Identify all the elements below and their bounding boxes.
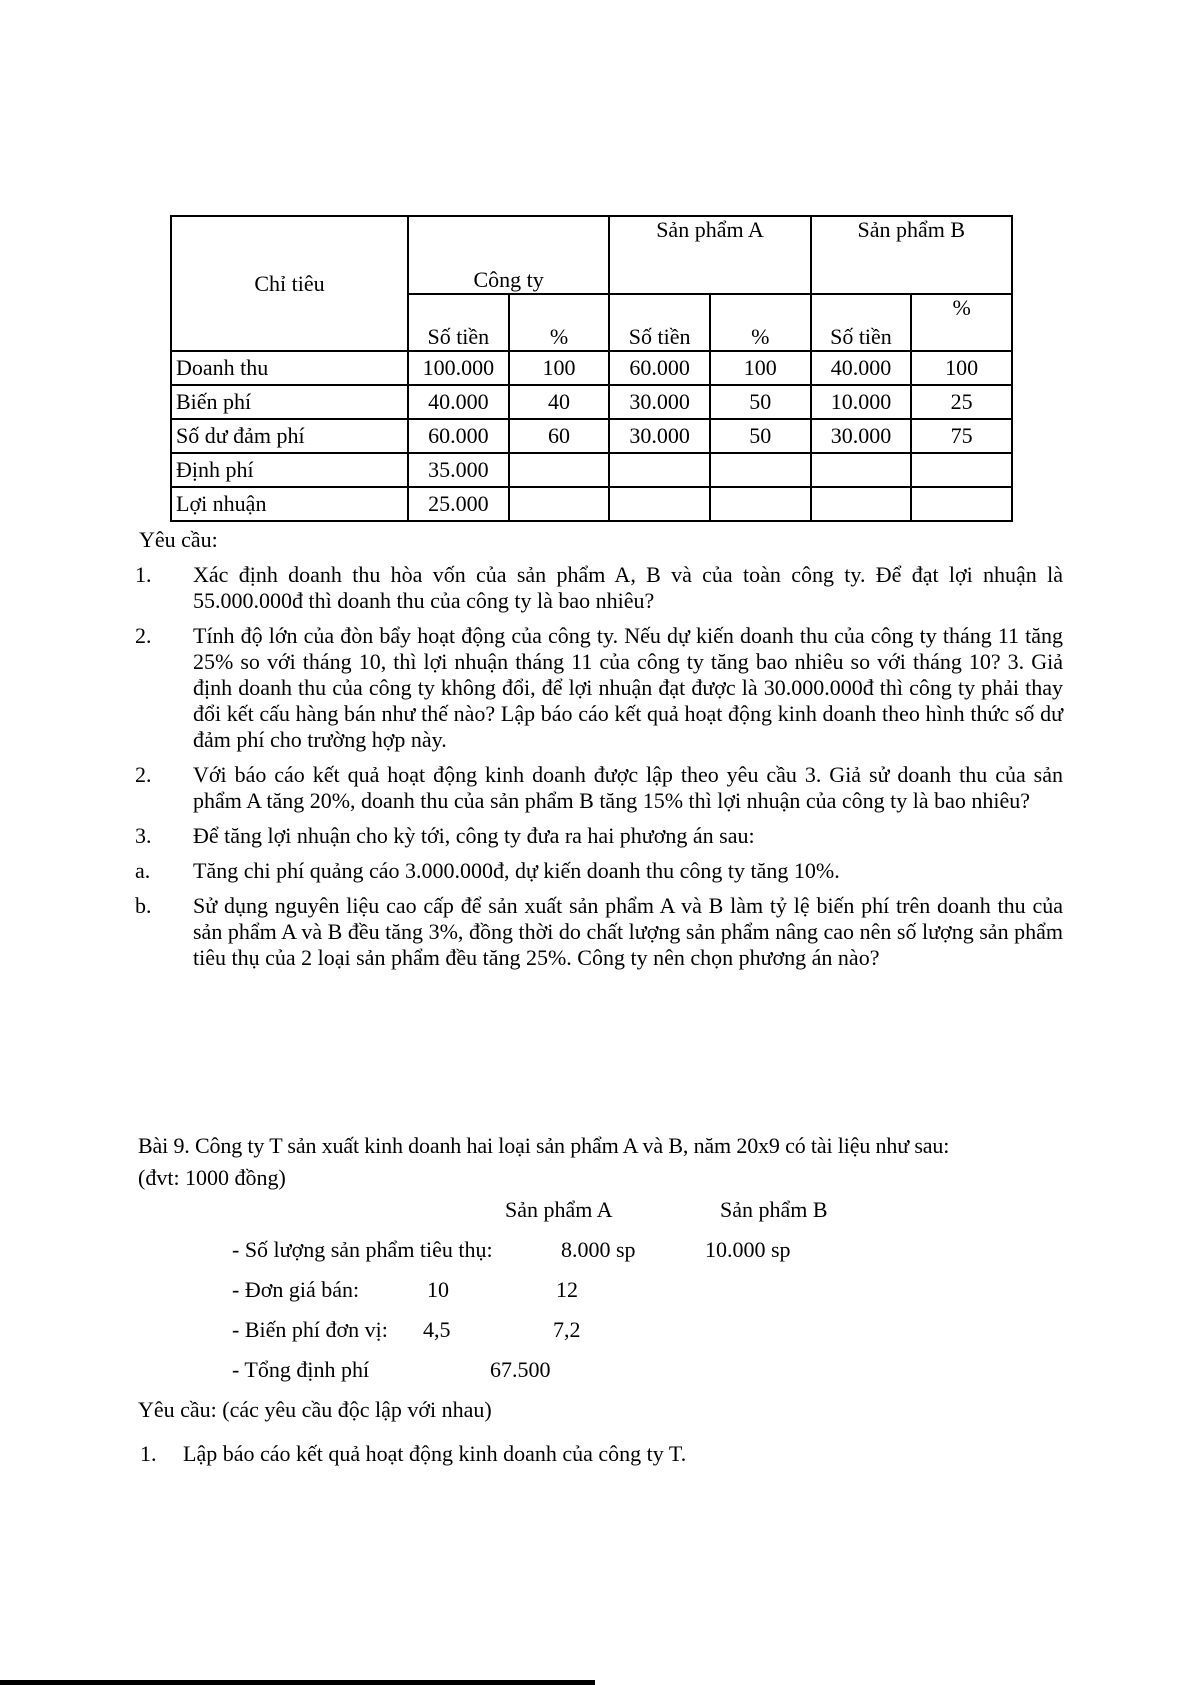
bai9-data-line (138, 1317, 1063, 1357)
item-number: b. (135, 893, 152, 918)
item-text: Tăng chi phí quảng cáo 3.000.000đ, dự kiến doanh thu công ty tăng 10%. (193, 858, 840, 883)
cell-value (911, 453, 1012, 487)
requirements-heading: Yêu cầu: (139, 527, 218, 552)
cell-value: 60.000 (408, 419, 509, 453)
cell-value: 60.000 (609, 351, 710, 385)
cell-value (710, 487, 811, 521)
header-san-pham-b: Sản phẩm B (811, 216, 1012, 294)
header-pct-b: % (911, 294, 1012, 351)
cell-value: 100 (509, 351, 610, 385)
row-label: Doanh thu (171, 351, 408, 385)
cell-value: 100 (911, 351, 1012, 385)
cell-value: 40 (509, 385, 610, 419)
table-row (171, 453, 1012, 487)
requirement-item (135, 823, 1063, 849)
row-label: Lợi nhuận (171, 487, 408, 521)
requirement-item (135, 858, 1063, 884)
row-label: Số dư đảm phí (171, 419, 408, 453)
bai9-intro-line2: (đvt: 1000 đồng) (138, 1165, 286, 1190)
bai9-col-header-b: Sản phẩm B (720, 1197, 828, 1222)
cell-value: 30.000 (609, 419, 710, 453)
item-text: Lập báo cáo kết quả hoạt động kinh doanh của công ty T. (183, 1441, 687, 1466)
requirement-item (135, 762, 1063, 814)
item-text: Sử dụng nguyên liệu cao cấp để sản xuất sản phẩm A và B làm tỷ lệ biến phí trên doanh thu của sản phẩm A và B đều tăng 3%, đồng thời do chất lượng sản phẩm nâng cao nên số lượng sản phẩm tiêu thụ của 2 loại sản phẩm đều tăng 25%. Công ty nên chọn phương án nào? (193, 893, 1063, 970)
bai9-data-line (138, 1357, 1063, 1397)
cell-value: 25 (911, 385, 1012, 419)
item-number: 1. (140, 1441, 157, 1466)
header-pct-a: % (710, 294, 811, 351)
requirement-item (135, 623, 1063, 753)
item-text: Tính độ lớn của đòn bẩy hoạt động của công ty. Nếu dự kiến doanh thu của công ty tháng 11 tăng 25% so với tháng 10, thì lợi nhuận tháng 11 của công ty tăng bao nhiêu so với tháng 10? 3. Giả định doanh thu của công ty không đổi, để lợi nhuận đạt được là 30.000.000đ thì công ty phải thay đổi kết cấu hàng bán như thế nào? Lập báo cáo kết quả hoạt động kinh doanh theo hình thức số dư đảm phí cho trường hợp này. (193, 623, 1063, 752)
bai9-data-line (138, 1237, 1063, 1277)
data-line-value-b: 12 (556, 1277, 578, 1302)
cell-value: 40.000 (408, 385, 509, 419)
data-line-label: - Số lượng sản phẩm tiêu thụ: (232, 1237, 493, 1262)
cell-value (811, 453, 912, 487)
cell-value (911, 487, 1012, 521)
cvp-table (170, 215, 1013, 522)
cell-value: 100 (710, 351, 811, 385)
table-row (171, 419, 1012, 453)
data-line-label: - Biến phí đơn vị: (232, 1317, 388, 1342)
cell-value: 30.000 (811, 419, 912, 453)
header-so-tien-a: Số tiền (609, 294, 710, 351)
cell-value (811, 487, 912, 521)
item-number: 2. (135, 762, 152, 787)
item-number: 1. (135, 562, 152, 587)
cell-value: 100.000 (408, 351, 509, 385)
item-text: Với báo cáo kết quả hoạt động kinh doanh được lập theo yêu cầu 3. Giả sử doanh thu của sản phẩm A tăng 20%, doanh thu của sản phẩm B tăng 15% thì lợi nhuận của công ty là bao nhiêu? (193, 762, 1063, 813)
scan-artifact-bar (0, 1680, 595, 1685)
data-line-value-a: 10 (427, 1277, 449, 1302)
cell-value (509, 487, 610, 521)
table-row (171, 487, 1012, 521)
table-header-row-1 (171, 216, 1012, 294)
requirement-item (135, 562, 1063, 614)
item-number: 3. (135, 823, 152, 848)
header-so-tien-cong-ty: Số tiền (408, 294, 509, 351)
cell-value (609, 487, 710, 521)
requirements-section (135, 527, 1063, 971)
table-row (171, 351, 1012, 385)
data-line-value-a: 4,5 (423, 1317, 451, 1342)
header-chi-tieu: Chỉ tiêu (171, 216, 408, 351)
cell-value (710, 453, 811, 487)
requirement-item (135, 893, 1063, 971)
row-label: Biến phí (171, 385, 408, 419)
cell-value: 35.000 (408, 453, 509, 487)
bai9-requirements-heading: Yêu cầu: (các yêu cầu độc lập với nhau) (138, 1397, 492, 1422)
bai9-data-line (138, 1277, 1063, 1317)
cell-value: 75 (911, 419, 1012, 453)
data-line-value-b: 7,2 (553, 1317, 581, 1342)
cell-value (509, 453, 610, 487)
bai9-column-headers (138, 1197, 1063, 1227)
cell-value: 25.000 (408, 487, 509, 521)
cell-value: 30.000 (609, 385, 710, 419)
cell-value: 50 (710, 385, 811, 419)
bai9-intro-line1: Bài 9. Công ty T sản xuất kinh doanh hai loại sản phẩm A và B, năm 20x9 có tài liệu như sau: (138, 1133, 950, 1158)
cell-value (609, 453, 710, 487)
item-number: a. (135, 858, 151, 883)
item-text: Xác định doanh thu hòa vốn của sản phẩm A, B và của toàn công ty. Để đạt lợi nhuận là 55.000.000đ thì doanh thu của công ty là bao nhiêu? (193, 562, 1063, 613)
cell-value: 50 (710, 419, 811, 453)
header-so-tien-b: Số tiền (811, 294, 912, 351)
cell-value: 10.000 (811, 385, 912, 419)
item-text: Để tăng lợi nhuận cho kỳ tới, công ty đưa ra hai phương án sau: (193, 823, 755, 848)
cell-value: 60 (509, 419, 610, 453)
header-cong-ty: Công ty (408, 216, 609, 294)
data-line-label: - Tổng định phí (232, 1357, 370, 1382)
header-pct-cong-ty: % (509, 294, 610, 351)
data-line-value-b: 10.000 sp (705, 1237, 791, 1262)
cell-value: 40.000 (811, 351, 912, 385)
table-row (171, 385, 1012, 419)
data-line-value-a: 8.000 sp (561, 1237, 636, 1262)
row-label: Định phí (171, 453, 408, 487)
item-number: 2. (135, 623, 152, 648)
data-line-value-a: 67.500 (490, 1357, 551, 1382)
bai9-col-header-a: Sản phẩm A (505, 1197, 613, 1222)
header-san-pham-a: Sản phẩm A (609, 216, 810, 294)
data-line-label: - Đơn giá bán: (232, 1277, 360, 1302)
